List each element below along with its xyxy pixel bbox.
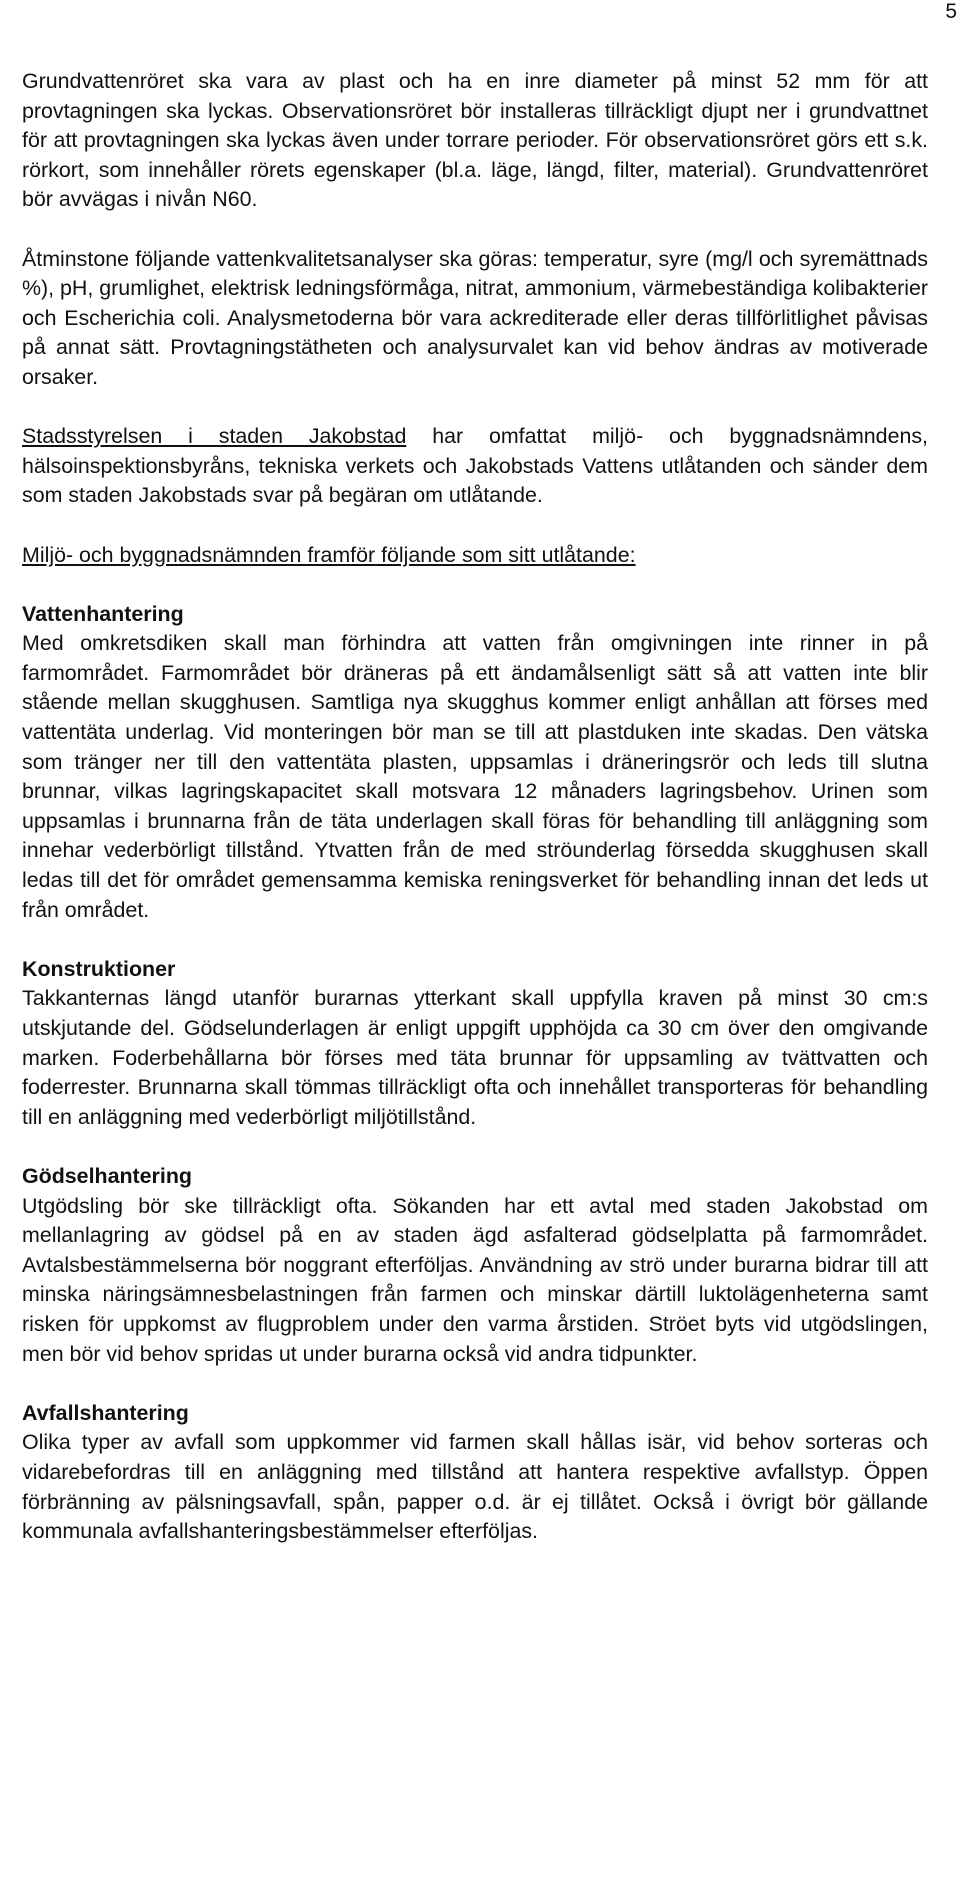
section-heading: Avfallshantering	[22, 1400, 189, 1425]
page-number: 5	[945, 0, 957, 23]
paragraph-committee-intro	[22, 541, 928, 571]
paragraph-water-quality-analyses: Åtminstone följande vattenkvalitetsanalyser ska göras: temperatur, syre (mg/l och syremättnads %), pH, grumlighet, elektrisk ledningsförmåga, nitrat, ammonium, värmebeständiga kolibakterier och Escherichia coli. Analysmetoderna bör vara ackrediterade eller deras tillförlitlighet påvisas på annat sätt. Provtagningstätheten och analysurvalet kan vid behov ändras av motiverade orsaker.	[22, 246, 928, 389]
section-manure-handling	[22, 1162, 928, 1369]
document-body	[22, 67, 928, 1576]
section-waste-management	[22, 1399, 928, 1547]
section-water-management	[22, 600, 928, 926]
section-text: Utgödsling bör ske tillräckligt ofta. Sökanden har ett avtal med staden Jakobstad om mellanlagring av gödsel på en av staden ägd asfalterad gödselplatta på farmområdet. Avtalsbestämmelserna bör noggrant efterföljas. Användning av strö under burarna bidrar till att minska näringsämnesbelastningen från farmen och minskar därtill luktolägenheterna samt risken för uppkomst av flugproblem under den varma årstiden. Ströet byts vid utgödslingen, men bör vid behov spridas ut under burarna också vid andra tidpunkter.	[22, 1193, 928, 1366]
section-heading: Konstruktioner	[22, 956, 176, 981]
paragraph-groundwater-pipe: Grundvattenröret ska vara av plast och ha en inre diameter på minst 52 mm för att provtagningen ska lyckas. Observationsröret bör installeras tillräckligt djupt ner i grundvattnet för att provtagningen ska lyckas även under torrare perioder. För observationsröret görs ett s.k. rörkort, som innehåller rörets egenskaper (bl.a. läge, längd, filter, material). Grundvattenröret bör avvägas i nivån N60.	[22, 69, 928, 212]
city-board-statement-text: har omfattat miljö- och byggnadsnämndens, hälsoinspektionsbyråns, tekniska verkets och Jakobstads Vattens utlåtanden och sänder dem som staden Jakobstads svar på begäran om utlåtande.	[22, 424, 928, 508]
section-text: Med omkretsdiken skall man förhindra att vatten från omgivningen inte rinner in på farmområdet. Farmområdet bör dräneras på ett ändamålsenligt sätt så att vatten inte blir stående mellan skugghusen. Samtliga nya skugghus kommer enligt anhållan att förses med vattentäta underlag. Vid monteringen bör man se till att plastduken inte skadas. Den vätska som tränger ner till den vattentäta plasten, uppsamlas i dräneringsrör och leds till slutna brunnar, vilkas lagringskapacitet skall motsvara 12 månaders lagringsbehov. Urinen som uppsamlas i brunnarna från de täta underlagen skall föras för behandling till anläggning som innehar vederbörligt tillstånd. Ytvatten från de med ströunderlag försedda skugghusen skall ledas till det för området gemensamma kemiska reningsverket för behandling innan det leds ut från området.	[22, 631, 928, 922]
section-constructions	[22, 955, 928, 1133]
section-text: Olika typer av avfall som uppkommer vid farmen skall hållas isär, vid behov sorteras och vidarebefordras till en anläggning med tillstånd att hantera respektive avfallstyp. Öppen förbränning av pälsningsavfall, spån, papper o.d. är ej tillåtet. Också i övrigt bör gällande kommunala avfallshanteringsbestämmelser efterföljas.	[22, 1430, 928, 1544]
section-heading: Vattenhantering	[22, 601, 184, 626]
section-heading: Gödselhantering	[22, 1163, 192, 1188]
section-text: Takkanternas längd utanför burarnas ytterkant skall uppfylla kraven på minst 30 cm:s utskjutande del. Gödselunderlagen är enligt uppgift upphöjda ca 30 cm över den omgivande marken. Foderbehållarna bör förses med täta brunnar för uppsamling av tvättvatten och foderrester. Brunnarna skall tömmas tillräckligt ofta och innehållet transporteras för behandling till en anläggning med vederbörligt miljötillstånd.	[22, 986, 928, 1129]
paragraph-city-board-statement	[22, 422, 928, 511]
city-board-name: Stadsstyrelsen i staden Jakobstad	[22, 424, 407, 449]
committee-intro-text: Miljö- och byggnadsnämnden framför följande som sitt utlåtande:	[22, 542, 636, 567]
